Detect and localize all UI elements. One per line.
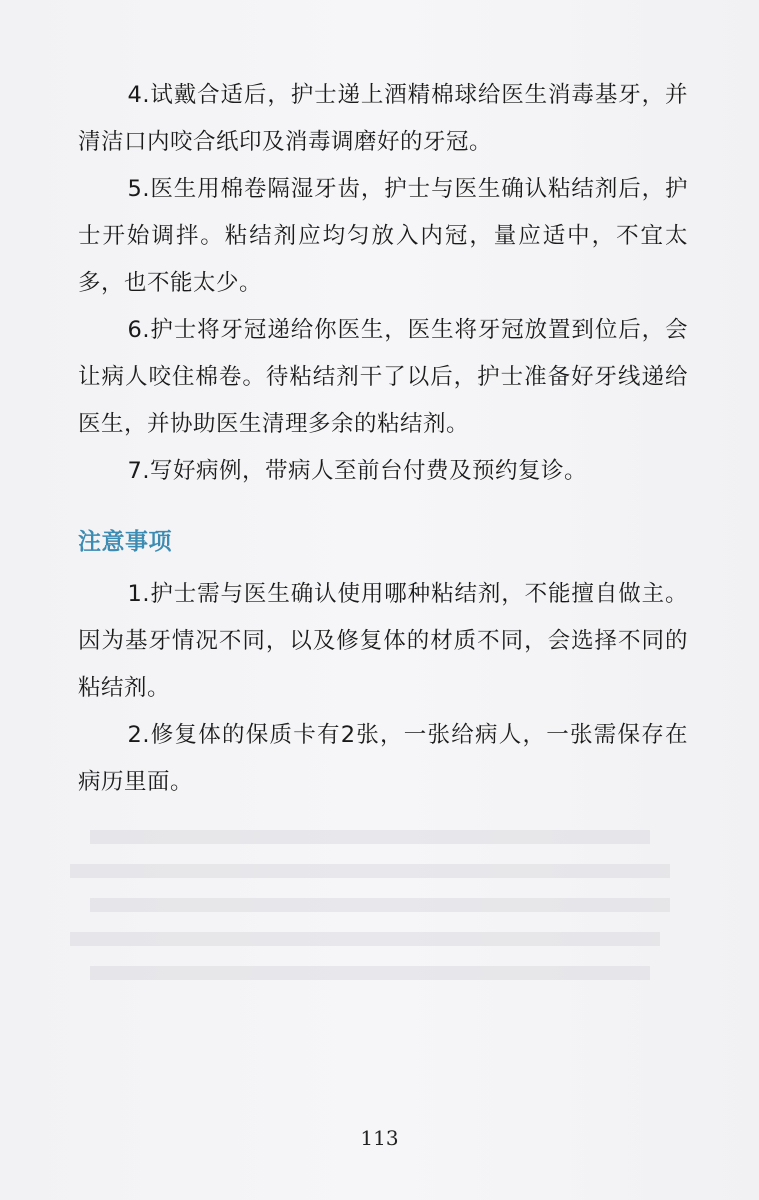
page-number: 113 xyxy=(360,1126,399,1150)
step-4-paragraph: 4.试戴合适后，护士递上酒精棉球给医生消毒基牙，并清洁口内咬合纸印及消毒调磨好的牙冠。 xyxy=(78,82,688,155)
page-content xyxy=(78,72,688,806)
section-heading-notes: 注意事项 xyxy=(78,528,172,555)
step-5-paragraph: 5.医生用棉卷隔湿牙齿，护士与医生确认粘结剂后，护士开始调拌。粘结剂应均匀放入内冠，量应适中，不宜太多，也不能太少。 xyxy=(78,176,688,296)
note-2-paragraph: 2.修复体的保质卡有2张，一张给病人，一张需保存在病历里面。 xyxy=(78,722,688,795)
step-7-paragraph: 7.写好病例，带病人至前台付费及预约复诊。 xyxy=(127,458,587,484)
note-1-paragraph: 1.护士需与医生确认使用哪种粘结剂，不能擅自做主。因为基牙情况不同，以及修复体的材质不同，会选择不同的粘结剂。 xyxy=(78,581,688,701)
step-6-paragraph: 6.护士将牙冠递给你医生，医生将牙冠放置到位后，会让病人咬住棉卷。待粘结剂干了以后，护士准备好牙线递给医生，并协助医生清理多余的粘结剂。 xyxy=(78,317,688,437)
